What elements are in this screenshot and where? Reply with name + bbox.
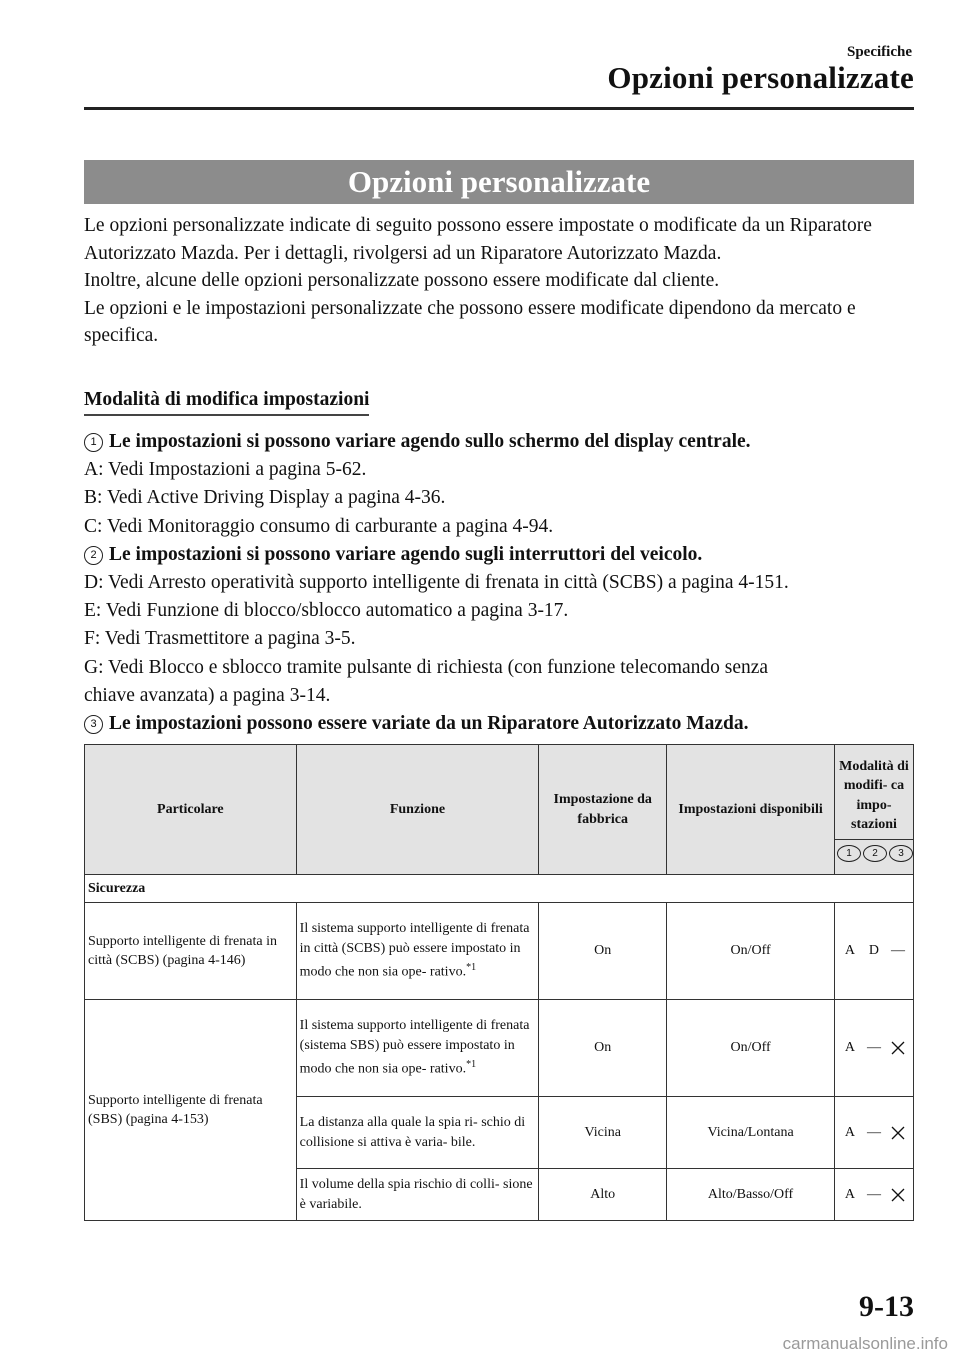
mod-2-value: — [866, 1124, 881, 1140]
methods-list [84, 428, 914, 738]
cell-fabbrica: On [539, 1000, 667, 1097]
circled-number-icon: 3 [84, 715, 103, 734]
col-header-funzione: Funzione [296, 745, 539, 875]
circled-number-icon: 1 [84, 433, 103, 452]
mod-1-value: A [844, 1186, 856, 1202]
cell-disponibili: On/Off [667, 1000, 835, 1097]
ref-d: D: Vedi Arresto operatività supporto intelligente di frenata in città (SCBS) a pagina 4-151. [84, 572, 789, 594]
table-section-sicurezza: Sicurezza [85, 875, 914, 903]
cell-particolare: Supporto intelligente di frenata (SBS) (pagina 4-153) [85, 1000, 297, 1221]
mod-2-value: D [868, 943, 880, 959]
method-1-text: Le impostazioni si possono variare agendo sullo schermo del display centrale. [109, 431, 751, 452]
cell-funzione [296, 903, 539, 1000]
col-header-disponibili: Impostazioni disponibili [667, 745, 835, 875]
mod-1-value: A [844, 1040, 856, 1056]
header-section: Specifiche [847, 44, 912, 60]
method-3 [84, 710, 914, 738]
modalita-numbers [835, 839, 913, 863]
mod-2-value: — [866, 1040, 881, 1056]
ref-g-line-2: chiave avanzata) a pagina 3-14. [84, 684, 331, 706]
ref-a: A: Vedi Impostazioni a pagina 5-62. [84, 459, 367, 481]
method-3-text: Le impostazioni possono essere variate da un Riparatore Autorizzato Mazda. [109, 713, 749, 735]
method-1 [84, 428, 914, 456]
subheading: Modalità di modifica impostazioni [84, 389, 369, 416]
modalita-label: Modalità di modifi- ca impo- stazioni [839, 758, 909, 833]
ref-g-line-1: G: Vedi Blocco e sblocco tramite pulsante di richiesta (con funzione telecomando senza [84, 656, 769, 678]
cell-modalita [834, 903, 913, 1000]
cell-particolare: Supporto intelligente di frenata in città (SCBS) (pagina 4-146) [85, 903, 297, 1000]
col-header-fabbrica: Impostazione da fabbrica [539, 745, 667, 875]
intro-paragraph-1: Le opzioni personalizzate indicate di seguito possono essere impostate o modificate da un Riparatore Autorizzato Mazda. Per i dettagli, rivolgersi ad un Riparatore Autorizzato Mazda. [84, 215, 872, 264]
funzione-text: Il sistema supporto intelligente di frenata in città (SCBS) può essere impostato in modo che non sia ope- rativo. [299, 921, 530, 981]
method-2 [84, 541, 914, 569]
x-mark-icon [887, 1185, 909, 1205]
circled-number-icon: 2 [84, 546, 103, 565]
section-banner: Opzioni personalizzate [84, 160, 914, 204]
cell-modalita [834, 1097, 913, 1169]
cell-disponibili: Alto/Basso/Off [667, 1169, 835, 1221]
cell-modalita [834, 1169, 913, 1221]
watermark: carmanualsonline.info [782, 1334, 948, 1353]
ref-c: C: Vedi Monitoraggio consumo di carburante a pagina 4-94. [84, 515, 554, 537]
cell-disponibili: On/Off [667, 903, 835, 1000]
cell-funzione: Il volume della spia rischio di colli- sione è variabile. [296, 1169, 539, 1221]
cell-modalita [834, 1000, 913, 1097]
circled-number-icon: 1 [837, 845, 861, 862]
cell-funzione: La distanza alla quale la spia ri- schio di collisione si attiva è varia- bile. [296, 1097, 539, 1169]
x-mark-icon [887, 1038, 909, 1058]
table-row [85, 1000, 914, 1097]
col-header-modalita [834, 745, 913, 875]
table-row [85, 903, 914, 1000]
mod-1-value: A [844, 943, 856, 959]
cell-fabbrica: Alto [539, 1169, 667, 1221]
ref-b: B: Vedi Active Driving Display a pagina 4-36. [84, 487, 446, 509]
footnote-ref: *1 [466, 962, 477, 974]
footnote-ref: *1 [466, 1059, 477, 1071]
col-header-particolare: Particolare [85, 745, 297, 875]
page-number: 9-13 [859, 1290, 914, 1323]
ref-f: F: Vedi Trasmettitore a pagina 3-5. [84, 628, 356, 650]
circled-number-icon: 3 [889, 845, 913, 862]
intro-paragraph-2: Inoltre, alcune delle opzioni personalizzate possono essere modificate dal cliente. [84, 270, 720, 292]
intro-paragraph-3: Le opzioni e le impostazioni personalizzate che possono essere modificate dipendono da mercato e specifica. [84, 297, 856, 347]
mod-3-value: — [890, 943, 905, 959]
options-table [84, 744, 914, 1221]
circled-number-icon: 2 [863, 845, 887, 862]
cell-fabbrica: Vicina [539, 1097, 667, 1169]
cell-fabbrica: On [539, 903, 667, 1000]
ref-e: E: Vedi Funzione di blocco/sblocco automatico a pagina 3-17. [84, 600, 569, 622]
header-rule [84, 107, 914, 110]
mod-2-value: — [866, 1186, 881, 1202]
intro-text [84, 212, 914, 350]
header-title: Opzioni personalizzate [607, 60, 914, 95]
method-2-text: Le impostazioni si possono variare agendo sugli interruttori del veicolo. [109, 543, 703, 565]
cell-disponibili: Vicina/Lontana [667, 1097, 835, 1169]
x-mark-icon [887, 1123, 909, 1143]
cell-funzione [296, 1000, 539, 1097]
mod-1-value: A [844, 1124, 856, 1140]
funzione-text: Il sistema supporto intelligente di frenata (sistema SBS) può essere impostato in modo che non sia ope- rativo. [299, 1018, 530, 1078]
